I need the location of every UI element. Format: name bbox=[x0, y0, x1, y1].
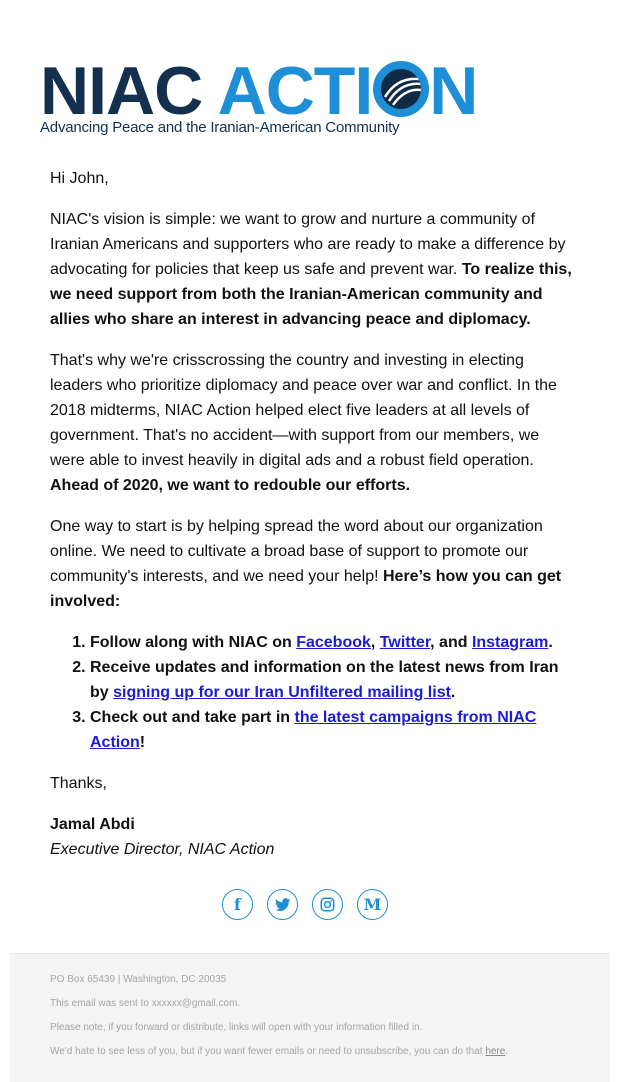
footer-sent-to: This email was sent to xxxxxx@gmail.com. bbox=[50, 998, 241, 1009]
list-item-updates bbox=[90, 655, 572, 705]
signature-name: Jamal Abdi bbox=[50, 816, 135, 833]
greeting: Hi John, bbox=[50, 170, 109, 187]
footer-unsubscribe bbox=[50, 1046, 508, 1057]
medium-icon: M bbox=[363, 895, 382, 914]
punctuation: . bbox=[548, 634, 553, 651]
footer-unsubscribe-text: We'd hate to see less of you, but if you want fewer emails or need to unsubscribe, you can do that bbox=[50, 1046, 486, 1057]
paragraph-get-involved-bold: Here’s how you can get involved: bbox=[50, 568, 562, 610]
paragraph-vision bbox=[50, 207, 572, 332]
facebook-icon: f bbox=[234, 895, 241, 914]
instagram-button[interactable] bbox=[312, 889, 343, 920]
separator: , bbox=[370, 634, 380, 651]
logo-action-text-end: N bbox=[429, 53, 478, 129]
list-item-campaigns-text: Check out and take part in bbox=[90, 709, 295, 726]
paragraph-get-involved-text: One way to start is by helping spread the word about our organization online. We need to cultivate a broad base of support to promote our community's interests, and we need your help! bbox=[50, 518, 543, 585]
footer-address: PO Box 65439 | Washington, DC 20035 bbox=[50, 974, 227, 985]
logo-o-emblem-icon bbox=[373, 61, 429, 117]
paragraph-midterms bbox=[50, 348, 572, 498]
punctuation: . bbox=[450, 684, 456, 701]
twitter-link[interactable]: Twitter bbox=[379, 634, 431, 651]
paragraph-get-involved bbox=[50, 514, 572, 614]
signature-title: Executive Director, NIAC Action bbox=[50, 841, 275, 858]
paragraph-vision-bold: To realize this, we need support from both the Iranian-American community and allies who share an interest in advancing peace and diplomacy. bbox=[50, 261, 572, 328]
logo-action-text: ACTI bbox=[217, 53, 373, 129]
twitter-icon bbox=[275, 898, 291, 912]
instagram-icon bbox=[320, 897, 335, 912]
footer-forward-note: Please note, if you forward or distribute, links will open with your information filled in. bbox=[50, 1022, 423, 1033]
footer-unsubscribe-end: . bbox=[505, 1046, 509, 1057]
unsubscribe-link[interactable]: here bbox=[485, 1046, 506, 1057]
facebook-link[interactable]: Facebook bbox=[296, 634, 371, 651]
paragraph-vision-text: NIAC's vision is simple: we want to grow and nurture a community of Iranian Americans and supporters who are ready to make a difference by advocating for policies that keep us safe and prevent war. bbox=[50, 211, 566, 278]
mailing-list-signup-link[interactable]: signing up for our Iran Unfiltered mailing list bbox=[113, 684, 451, 701]
list-item-follow-text: Follow along with NIAC on bbox=[90, 634, 297, 651]
email-footer bbox=[10, 953, 610, 1082]
niac-action-logo[interactable] bbox=[40, 53, 478, 140]
logo-niac-text: NIAC bbox=[40, 53, 203, 129]
paragraph-midterms-bold: Ahead of 2020, we want to redouble our efforts. bbox=[50, 477, 411, 494]
list-item-updates-text: Receive updates and information on the latest news from Iran by bbox=[90, 659, 559, 701]
logo-tagline: Advancing Peace and the Iranian-American Community bbox=[40, 119, 400, 136]
instagram-link[interactable]: Instagram bbox=[471, 634, 549, 651]
campaigns-link[interactable]: the latest campaigns from NIAC Action bbox=[90, 709, 537, 751]
facebook-button[interactable] bbox=[222, 889, 253, 920]
list-item-campaigns bbox=[90, 705, 572, 755]
punctuation: ! bbox=[139, 734, 146, 751]
email-body bbox=[50, 166, 572, 862]
twitter-button[interactable] bbox=[267, 889, 298, 920]
separator: , and bbox=[430, 634, 472, 651]
paragraph-midterms-text: That's why we're crisscrossing the country and investing in electing leaders who prioritize diplomacy and peace over war and conflict. In the 2018 midterms, NIAC Action helped elect five leaders at all levels of government. That's no accident—with support from our members, we were able to invest heavily in digital ads and a robust field operation. bbox=[50, 352, 557, 469]
social-links bbox=[222, 889, 388, 920]
list-item-follow bbox=[90, 630, 572, 655]
closing: Thanks, bbox=[50, 775, 107, 792]
medium-button[interactable] bbox=[357, 889, 388, 920]
action-list bbox=[50, 630, 572, 755]
